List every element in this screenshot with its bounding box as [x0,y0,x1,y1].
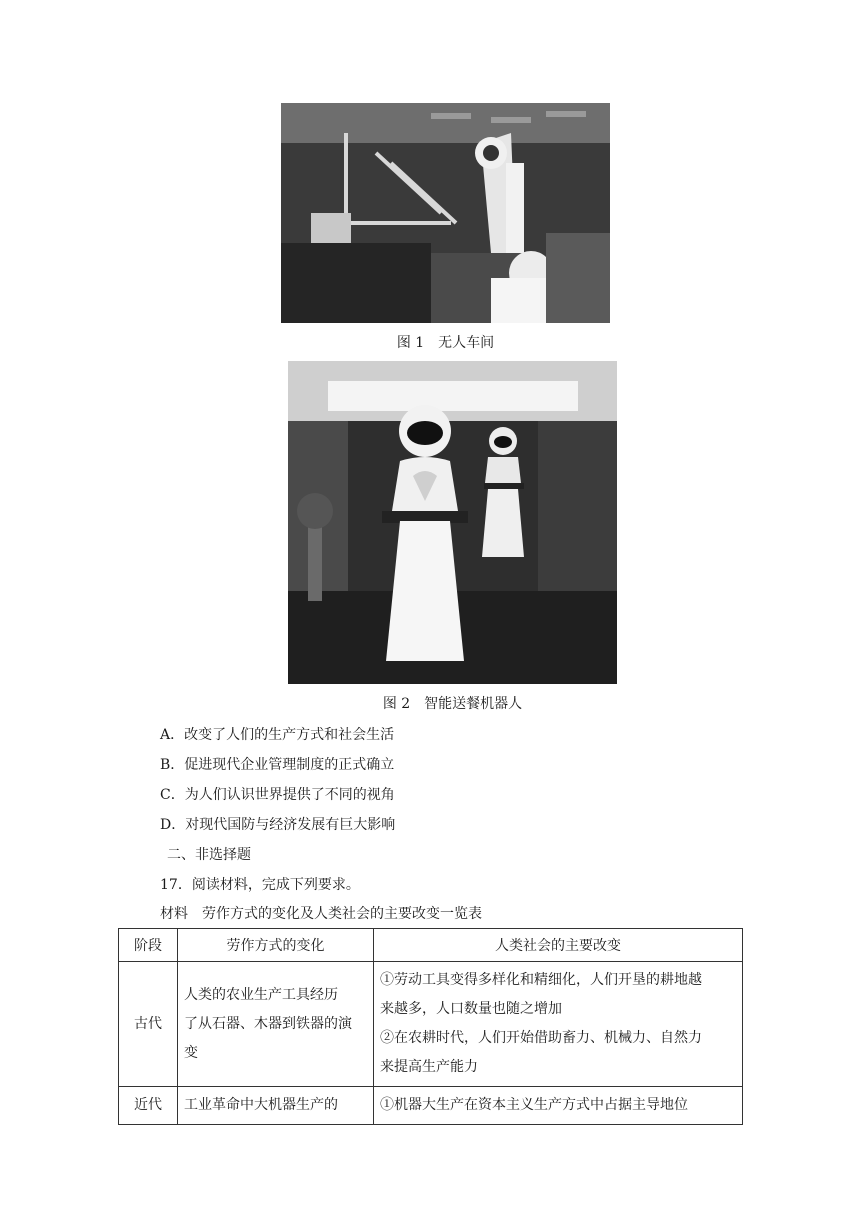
section-heading: 二、非选择题 [167,847,251,863]
option-a: A．改变了人们的生产方式和社会生活 [160,727,395,743]
cell-line: ②在农耕时代，人们开始借助畜力、机械力、自然力 [380,1030,702,1046]
figure-2-image [288,361,617,684]
factory-robot-photo [281,103,610,323]
cell-line: ①劳动工具变得多样化和精细化，人们开垦的耕地越 [380,972,702,988]
option-c: C．为人们认识世界提供了不同的视角 [160,787,395,803]
row-society-change [374,1087,743,1125]
cell-line: 工业革命中大机器生产的 [184,1097,338,1113]
figure-1-image [281,103,610,323]
row-labor-change [178,962,374,1087]
row-stage: 近代 [119,1087,178,1125]
cell-line: 了从石器、木器到铁器的演 [184,1015,352,1032]
question-17: 17．阅读材料，完成下列要求。 [160,877,360,893]
table-row [119,1087,743,1125]
service-robot-photo [288,361,617,684]
header-society-change: 人类社会的主要改变 [374,929,743,962]
cell-line: 来提高生产能力 [380,1059,478,1075]
figure-1-caption: 图 1 无人车间 [396,335,495,351]
cell-line: 人类的农业生产工具经历 [184,986,338,1003]
header-stage: 阶段 [119,929,178,962]
option-b: B．促进现代企业管理制度的正式确立 [160,757,395,773]
cell-line: ①机器大生产在资本主义生产方式中占据主导地位 [380,1097,688,1113]
header-labor-change: 劳作方式的变化 [178,929,374,962]
cell-line: 变 [184,1044,198,1061]
row-society-change [374,962,743,1087]
material-title: 材料 劳作方式的变化及人类社会的主要改变一览表 [160,906,482,922]
option-d: D．对现代国防与经济发展有巨大影响 [160,817,396,833]
figure-2-caption: 图 2 智能送餐机器人 [382,696,523,712]
cell-line: 来越多，人口数量也随之增加 [380,1001,562,1017]
row-stage: 古代 [119,962,178,1087]
row-labor-change [178,1087,374,1125]
labor-society-table [118,928,743,1125]
table-row [119,962,743,1087]
table-header-row [119,929,743,962]
